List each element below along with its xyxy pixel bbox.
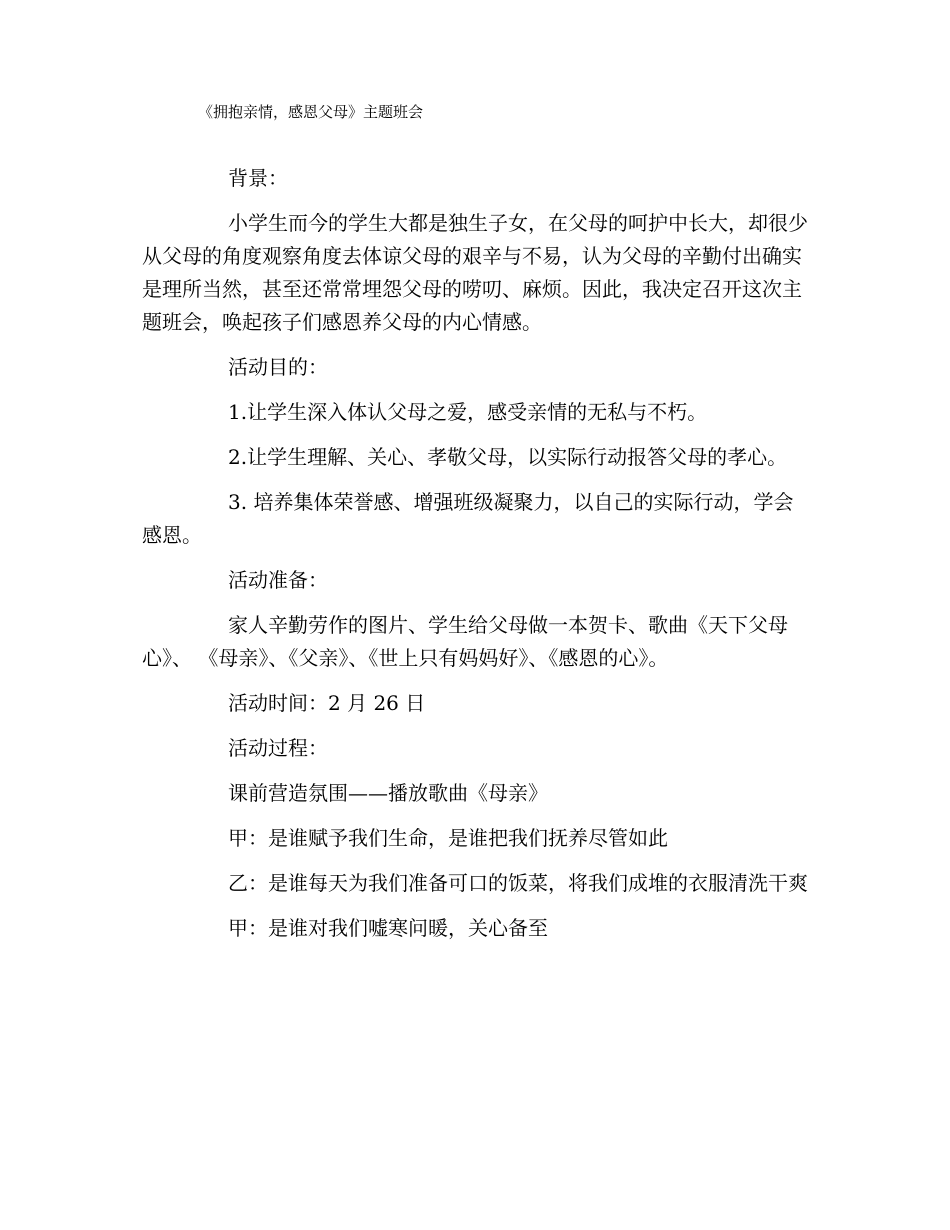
paragraph-background-text: 小学生而今的学生大都是独生子女，在父母的呵护中长大，却很少从父母的角度观察角度去体谅父母的艰辛与不易，认为父母的辛勤付出确实是理所当然，甚至还常常埋怨父母的唠叨、麻烦。因此，我决定召开这次主题班会，唤起孩子们感恩养父母的内心情感。 <box>142 211 808 334</box>
objective-item-3: 3. 培养集体荣誉感、增强班级凝聚力，以自己的实际行动，学会感恩。 <box>142 490 794 547</box>
dialogue-line-2: 乙：是谁每天为我们准备可口的饭菜，将我们成堆的衣服清洗干爽 <box>228 871 808 895</box>
dialogue-line-3: 甲：是谁对我们嘘寒问暖，关心备至 <box>228 916 548 940</box>
objective-item-2: 2.让学生理解、关心、孝敬父母，以实际行动报答父母的孝心。 <box>228 445 788 469</box>
heading-objectives: 活动目的： <box>228 355 328 379</box>
document-title: 《拥抱亲情，感恩父母》主题班会 <box>198 103 424 121</box>
heading-background: 背景： <box>228 166 288 190</box>
document-body <box>142 162 810 957</box>
dialogue-line-1: 甲：是谁赋予我们生命，是谁把我们抚养尽管如此 <box>228 826 668 850</box>
objective-item-1: 1.让学生深入体认父母之爱，感受亲情的无私与不朽。 <box>228 400 708 424</box>
activity-time: 活动时间：2 月 26 日 <box>228 691 426 715</box>
heading-process: 活动过程： <box>228 736 328 760</box>
paragraph-preparation-text: 家人辛勤劳作的图片、学生给父母做一本贺卡、歌曲《天下父母心》、 《母亲》、《父亲》、《世上只有妈妈好》、《感恩的心》。 <box>142 613 788 670</box>
process-intro: 课前营造氛围——播放歌曲《母亲》 <box>228 781 548 805</box>
heading-preparation: 活动准备： <box>228 568 328 592</box>
